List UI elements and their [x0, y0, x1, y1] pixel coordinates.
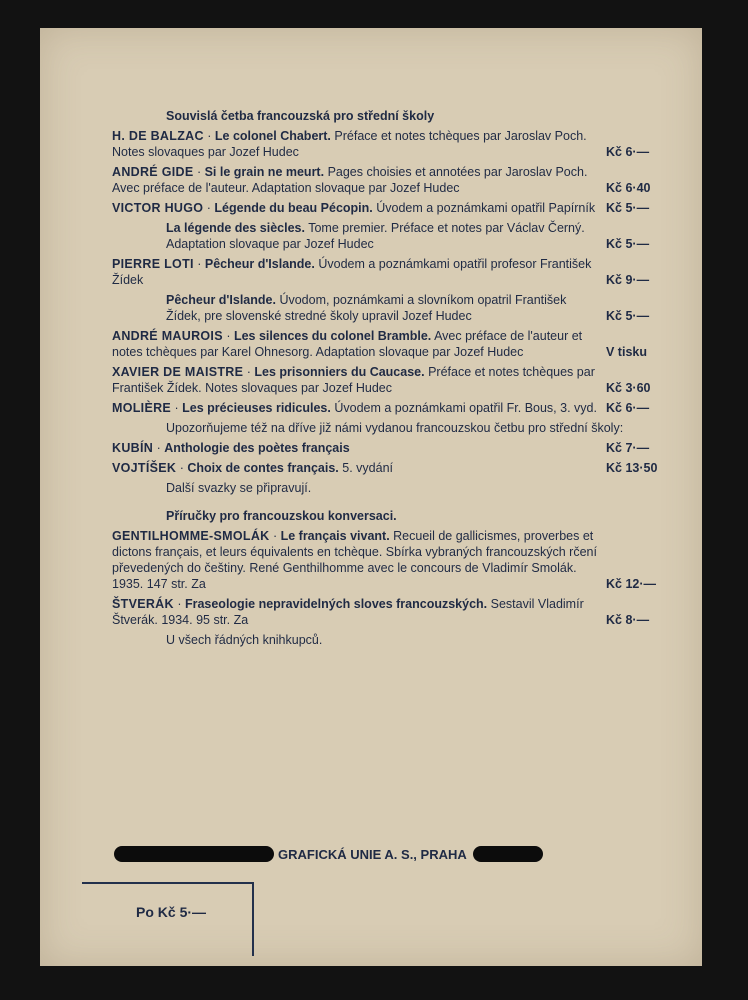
entry-description: VOJTÍŠEK · Choix de contes français. 5. vydání [112, 461, 393, 475]
entry-author: ŠTVERÁK [112, 597, 174, 611]
catalog-list [112, 108, 668, 648]
entry-title: La légende des siècles. [166, 221, 305, 235]
entry-description [112, 292, 606, 324]
entry-price: Kč 12·— [606, 577, 657, 591]
entry-price: Kč 5·— [606, 201, 650, 215]
entry-description: ŠTVERÁK · Fraseologie nepravidelných sloves francouzských. Sestavil Vladimír Štverák. 1934. 95 str. Za [112, 597, 584, 627]
catalog-entry [112, 292, 668, 324]
entry-title: Le français vivant. [280, 529, 390, 543]
entry-author: VICTOR HUGO [112, 201, 204, 215]
entry-price: Kč 3·60 [606, 381, 651, 395]
bookstores-note: U všech řádných knihkupců. [166, 633, 323, 647]
entry-description: PIERRE LOTI · Pêcheur d'Islande. Úvodem a poznámkami opatřil profesor František Žídek [112, 257, 592, 287]
entry-price: V tisku [606, 345, 647, 359]
entry-details: Úvodom, poznámkami a slovníkom opatril František Žídek, pre slovenské stredné školy upravil Jozef Hudec [166, 293, 567, 323]
entry-details: 5. vydání [342, 461, 393, 475]
entry-author: ANDRÉ MAUROIS [112, 329, 223, 343]
entry-description: XAVIER DE MAISTRE · Les prisonniers du Caucase. Préface et notes tchèques par František Žídek. Notes slovaques par Jozef Hudec [112, 365, 595, 395]
entry-price: Kč 9·— [606, 273, 650, 287]
entries-list [112, 128, 668, 416]
cover-price: Po Kč 5·— [136, 904, 207, 920]
entry-description: ANDRÉ MAUROIS · Les silences du colonel Bramble. Avec préface de l'auteur et notes tchèques par Karel Ohnesorg. Adaptation slovaque par Jozef Hudec [112, 329, 583, 359]
entry-price: Kč 8·— [606, 613, 650, 627]
entry-details: Préface et notes tchèques par Jaroslav Poch. Notes slovaques par Jozef Hudec [112, 129, 587, 159]
entry-details: Úvodem a poznámkami opatřil Fr. Bous, 3. vyd. [334, 401, 597, 415]
entry-details: Avec préface de l'auteur et notes tchèques par Karel Ohnesorg. Adaptation slovaque par Jozef Hudec [112, 329, 583, 359]
entry-title: Fraseologie nepravidelných sloves francouzských. [184, 597, 488, 611]
catalog-entry [112, 596, 668, 628]
entry-price: Kč 6·— [606, 401, 650, 415]
entry-title: Légende du beau Pécopin. [214, 201, 373, 215]
catalog-entry [112, 364, 668, 396]
publisher-name: GRAFICKÁ UNIE A. S., PRAHA [278, 846, 467, 862]
entry-author: KUBÍN [112, 441, 154, 455]
entry-author: GENTILHOMME-SMOLÁK [112, 529, 270, 543]
entry-author: PIERRE LOTI [112, 257, 194, 271]
catalog-entry [112, 164, 668, 196]
entry-price: Kč 6·— [606, 145, 650, 159]
entry-description: GENTILHOMME-SMOLÁK · Le français vivant. Recueil de gallicismes, proverbes et dictons français, et leurs équivalents en tchèque. Sbírka vybraných francouzských rčení převedených do češtiny. René Genthilhomme avec le concours de Vladimír Smolák. 1935. 147 str. Za [112, 529, 597, 591]
entry-price: Kč 6·40 [606, 181, 651, 195]
publisher-line [114, 846, 668, 862]
catalog-entry [112, 528, 668, 592]
entry-details: Préface et notes tchèques par František Žídek. Notes slovaques par Jozef Hudec [112, 365, 595, 395]
redaction-mark [473, 846, 543, 862]
entry-price: Kč 5·— [606, 309, 650, 323]
entry-description: KUBÍN · Anthologie des poètes français [112, 441, 350, 455]
entry-title: Anthologie des poètes français [164, 441, 350, 455]
entry-author: XAVIER DE MAISTRE [112, 365, 244, 379]
entry-details: Úvodem a poznámkami opatřil profesor František Žídek [112, 257, 592, 287]
catalog-heading: Souvislá četba francouzská pro střední školy [166, 109, 435, 123]
entry-description: VICTOR HUGO · Légende du beau Pécopin. Úvodem a poznámkami opatřil Papírník [112, 201, 596, 215]
entry-details: Sestavil Vladimír Štverák. 1934. 95 str. Za [112, 597, 584, 627]
entry-details: Pages choisies et annotées par Jaroslav Poch. Avec préface de l'auteur. Adaptation slovaque par Jozef Hudec [112, 165, 588, 195]
entry-title: Les silences du colonel Bramble. [233, 329, 432, 343]
catalog-entry [112, 200, 668, 216]
conversation-heading: Příručky pro francouzskou konversaci. [166, 509, 397, 523]
entry-details: Úvodem a poznámkami opatřil Papírník [376, 201, 596, 215]
entry-author: H. DE BALZAC [112, 129, 204, 143]
catalog-entry [112, 440, 668, 456]
entry-author: MOLIÈRE [112, 401, 172, 415]
entries-list-earlier [112, 440, 668, 476]
redaction-mark [114, 846, 274, 862]
entry-title: Si le grain ne meurt. [204, 165, 325, 179]
entry-title: Pêcheur d'Islande. [204, 257, 315, 271]
catalog-entry [112, 256, 668, 288]
entry-description: MOLIÈRE · Les précieuses ridicules. Úvodem a poznámkami opatřil Fr. Bous, 3. vyd. [112, 401, 597, 415]
catalog-entry [112, 328, 668, 360]
catalog-entry [112, 128, 668, 160]
notice-text: Upozorňujeme též na dříve již námi vydanou francouzskou četbu pro střední školy: [166, 421, 624, 435]
entry-title: Le colonel Chabert. [214, 129, 331, 143]
entry-author: ANDRÉ GIDE [112, 165, 194, 179]
entries-list-conversation [112, 528, 668, 628]
entry-title: Les précieuses ridicules. [182, 401, 331, 415]
entry-description: ANDRÉ GIDE · Si le grain ne meurt. Pages choisies et annotées par Jaroslav Poch. Avec préface de l'auteur. Adaptation slovaque par Jozef Hudec [112, 165, 588, 195]
entry-price: Kč 7·— [606, 441, 650, 455]
entry-price: Kč 5·— [606, 237, 650, 251]
entry-author: VOJTÍŠEK [112, 461, 177, 475]
entry-title: Les prisonniers du Caucase. [254, 365, 425, 379]
catalog-entry [112, 460, 668, 476]
entry-price: Kč 13·50 [606, 461, 658, 475]
catalog-entry [112, 220, 668, 252]
entry-details: Recueil de gallicismes, proverbes et dictons français, et leurs équivalents en tchèque. Sbírka vybraných francouzských rčení převedených do češtiny. René Genthilhomme avec le concours de Vladimír Smolák. 1935. 147 str. Za [112, 529, 597, 591]
entry-title: Pêcheur d'Islande. [166, 293, 276, 307]
entry-description: H. DE BALZAC · Le colonel Chabert. Préface et notes tchèques par Jaroslav Poch. Notes slovaques par Jozef Hudec [112, 129, 587, 159]
entry-details: Tome premier. Préface et notes par Václav Černý. Adaptation slovaque par Jozef Hudec [166, 221, 585, 251]
more-volumes-note: Další svazky se připravují. [166, 481, 312, 495]
catalog-entry [112, 400, 668, 416]
entry-description [112, 220, 606, 252]
entry-title: Choix de contes français. [187, 461, 339, 475]
